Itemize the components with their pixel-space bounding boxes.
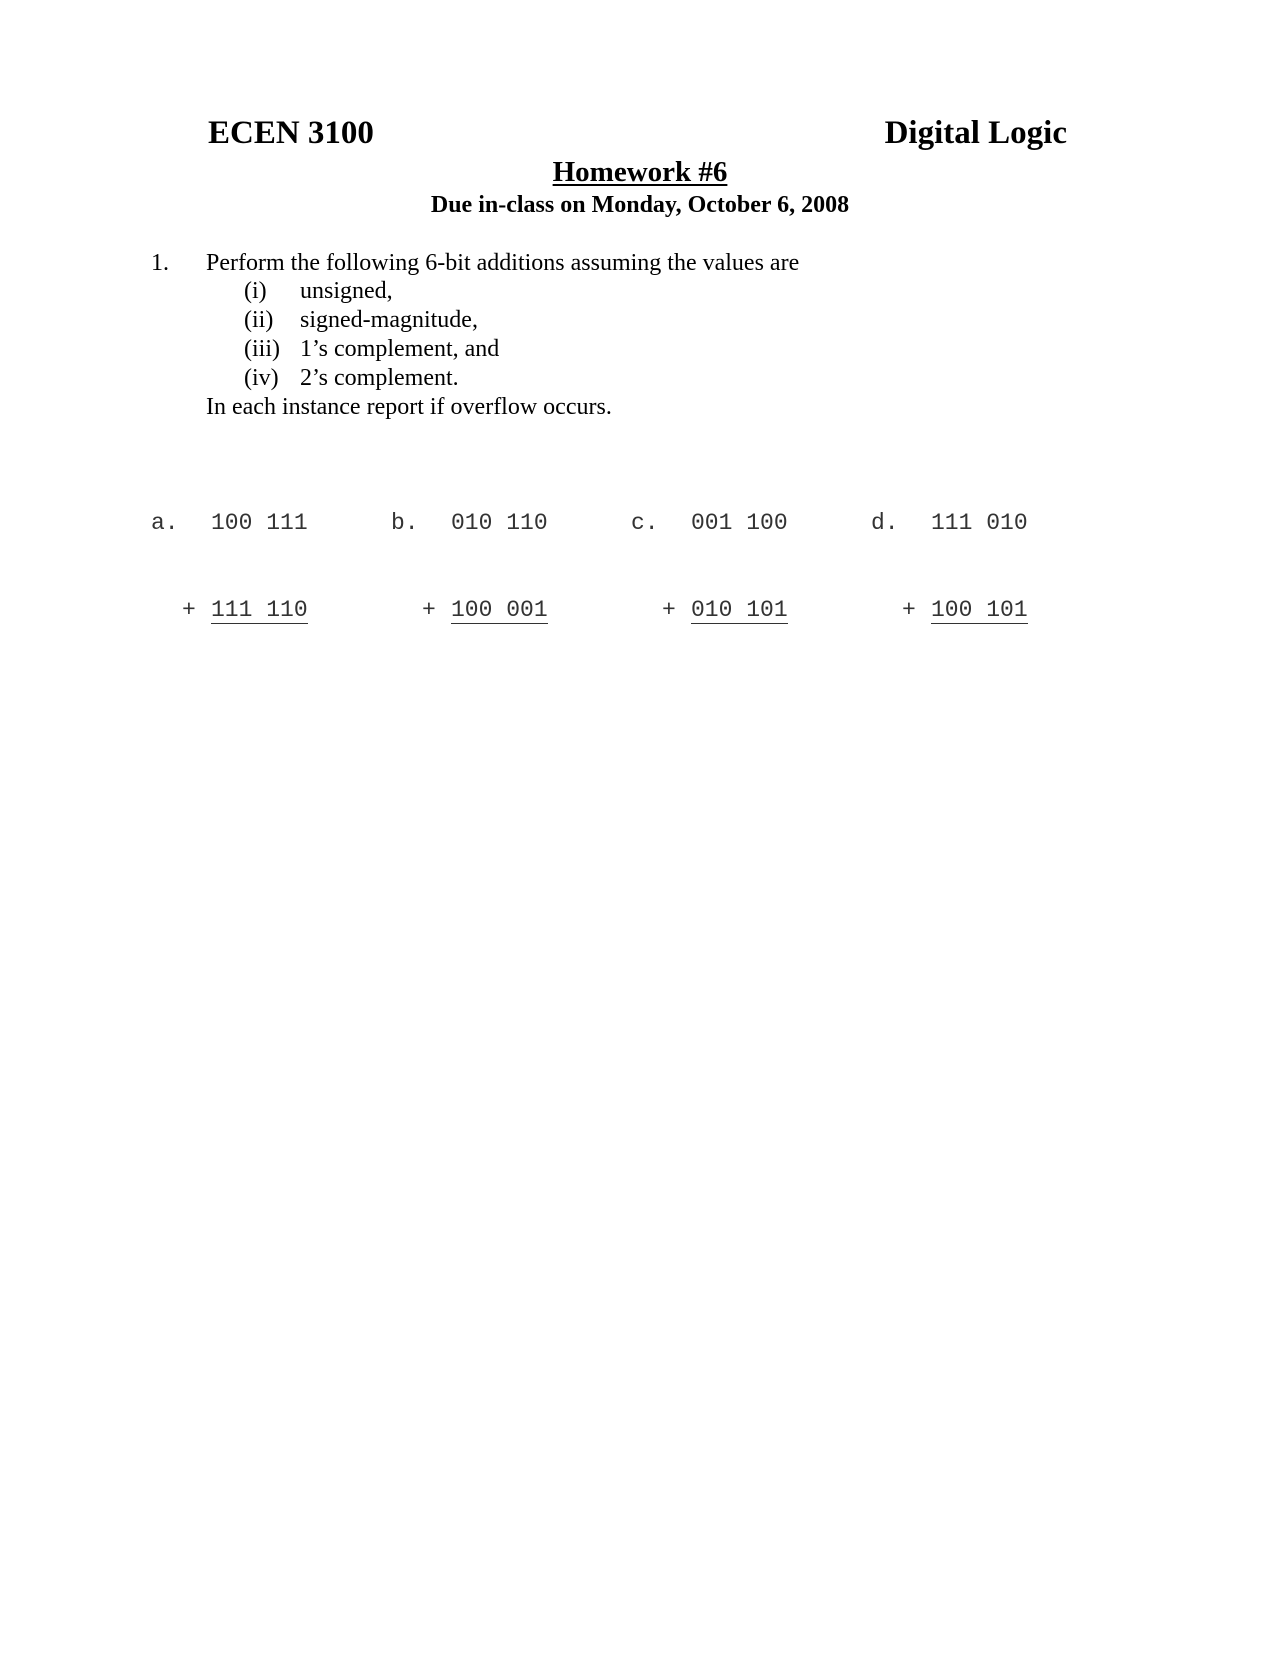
problem-bottom-operand: 100 101 [931,597,1028,623]
problem-top-operand: 100 111 [211,510,308,536]
plus-sign: + [422,597,436,623]
option-label: (i) [244,278,267,304]
question-prompt: Perform the following 6-bit additions assuming the values are [206,250,800,276]
plus-sign: + [662,597,676,623]
homework-title: Homework #6 [552,156,728,188]
option-label: (ii) [244,307,274,333]
option-label: (iii) [244,336,280,362]
problem-bottom-operand: 100 001 [451,597,548,623]
problem-bottom-operand: 010 101 [691,597,788,623]
addition-problem-a [151,451,308,683]
problem-label: d. [871,510,899,536]
question-number: 1. [151,250,169,276]
problem-label: b. [391,510,419,536]
problem-label: a. [151,510,179,536]
course-subject: Digital Logic [884,115,1067,151]
addition-problem-d [871,451,1028,683]
course-number: ECEN 3100 [208,115,374,151]
plus-sign: + [902,597,916,623]
due-date: Due in-class on Monday, October 6, 2008 [430,192,850,218]
option-text: signed-magnitude, [300,307,478,333]
problem-label: c. [631,510,659,536]
problem-bottom-operand: 111 110 [211,597,308,623]
problem-top-operand: 001 100 [691,510,788,536]
plus-sign: + [182,597,196,623]
question-note: In each instance report if overflow occurs. [206,394,612,420]
option-text: 1’s complement, and [300,336,500,362]
addition-problem-b [391,451,548,683]
option-label: (iv) [244,365,279,391]
option-text: 2’s complement. [300,365,459,391]
problem-top-operand: 010 110 [451,510,548,536]
problem-top-operand: 111 010 [931,510,1028,536]
addition-problem-c [631,451,788,683]
option-text: unsigned, [300,278,393,304]
